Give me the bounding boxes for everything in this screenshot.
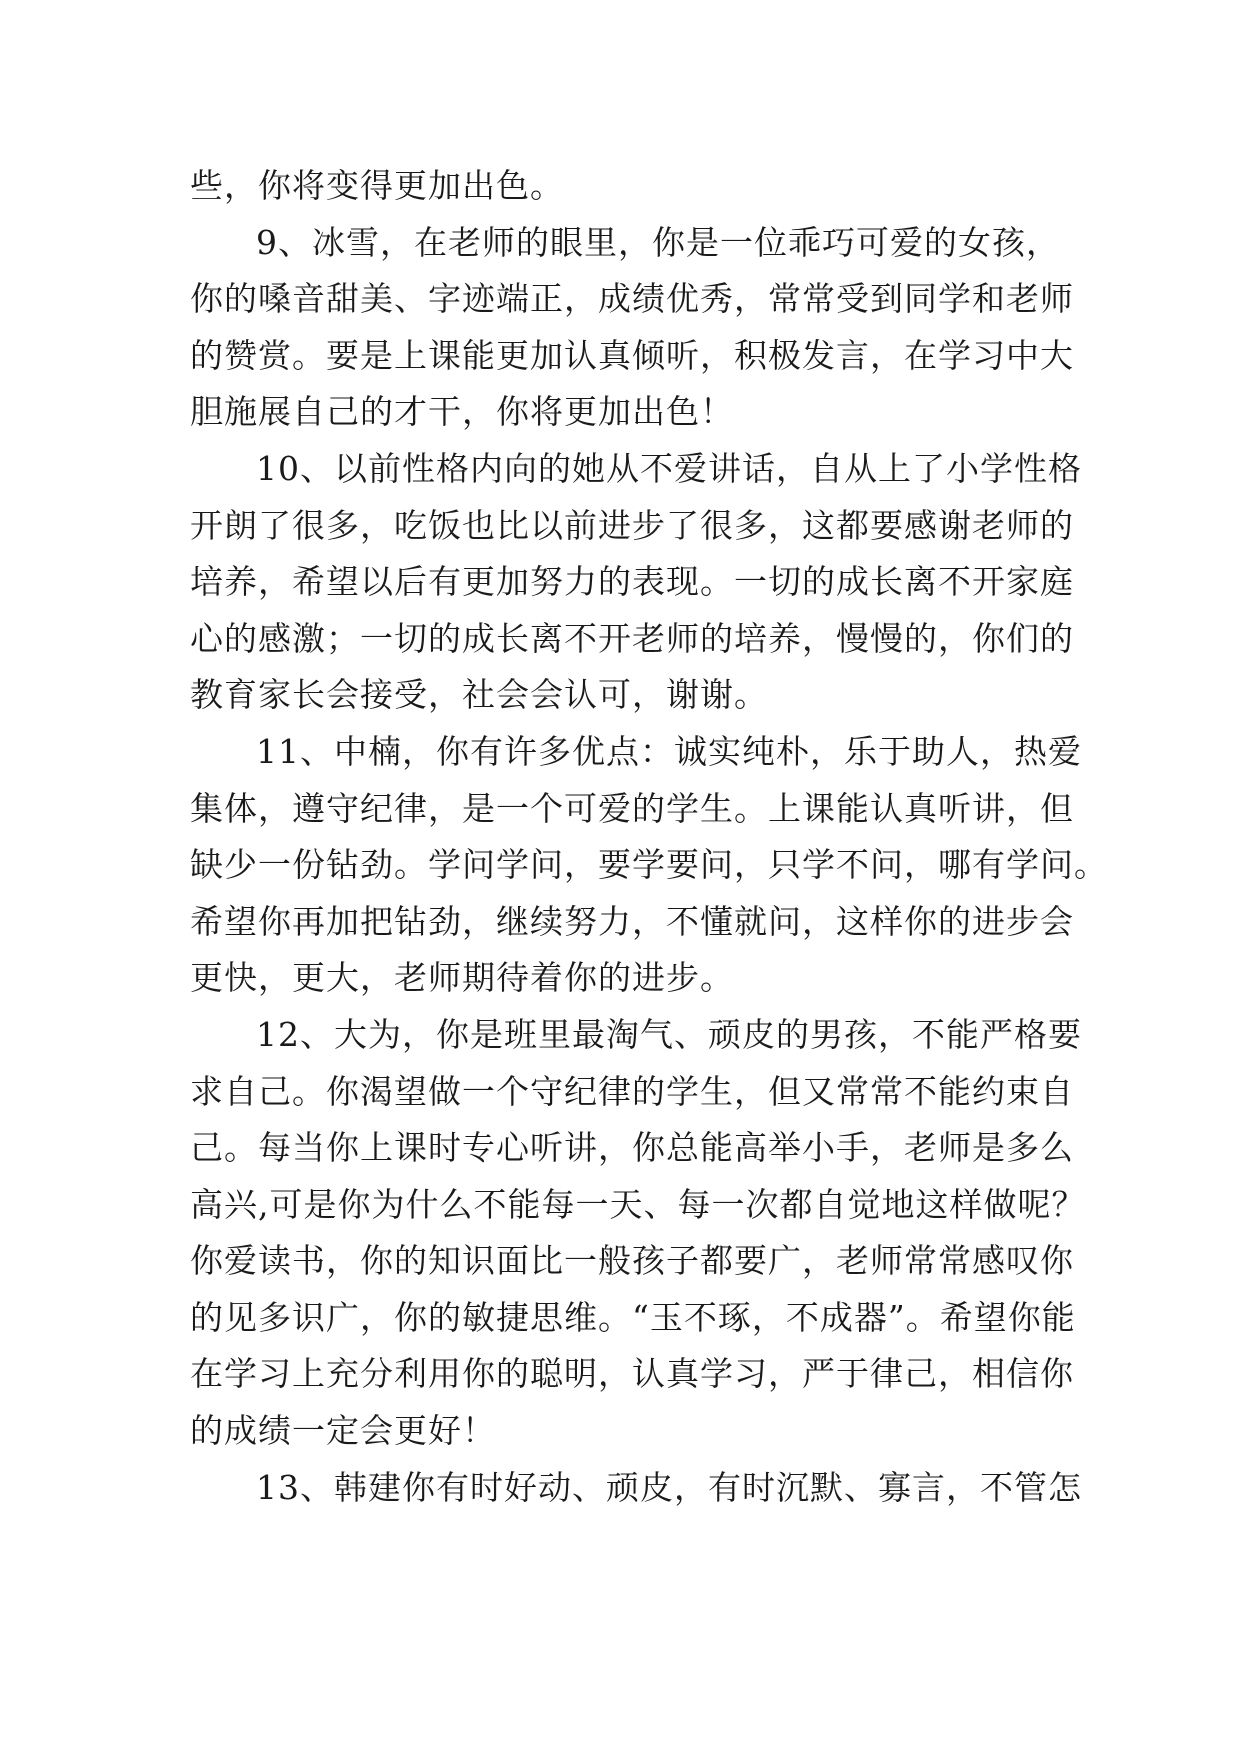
text-line: 你的嗓音甜美、字迹端正，成绩优秀，常常受到同学和老师 bbox=[190, 279, 1074, 319]
text-line: 培养，希望以后有更加努力的表现。一切的成长离不开家庭 bbox=[190, 562, 1074, 602]
text-line: 集体，遵守纪律，是一个可爱的学生。上课能认真听讲，但 bbox=[190, 788, 1074, 828]
text-line: 9、冰雪，在老师的眼里，你是一位乖巧可爱的女孩， bbox=[256, 222, 1060, 262]
text-line: 11、中楠，你有许多优点：诚实纯朴，乐于助人，热爱 bbox=[256, 731, 1082, 771]
text-line: 的成绩一定会更好！ bbox=[190, 1411, 496, 1451]
text-line: 心的感激；一切的成长离不开老师的培养，慢慢的，你们的 bbox=[190, 618, 1074, 658]
text-line: 希望你再加把钻劲，继续努力，不懂就问，这样你的进步会 bbox=[190, 901, 1074, 941]
text-line: 缺少一份钻劲。学问学问，要学要问，只学不问，哪有学问。 bbox=[190, 845, 1108, 885]
text-line: 胆施展自己的才干，你将更加出色！ bbox=[190, 392, 734, 432]
text-line: 13、韩建你有时好动、顽皮，有时沉默、寡言，不管怎 bbox=[256, 1467, 1082, 1507]
text-line: 的见多识广，你的敏捷思维。“玉不琢，不成器”。希望你能 bbox=[190, 1297, 1076, 1337]
text-line: 12、大为，你是班里最淘气、顽皮的男孩，不能严格要 bbox=[256, 1014, 1082, 1054]
text-line: 教育家长会接受，社会会认可，谢谢。 bbox=[190, 675, 768, 715]
text-line: 你爱读书，你的知识面比一般孩子都要广，老师常常感叹你 bbox=[190, 1241, 1074, 1281]
text-line: 高兴,可是你为什么不能每一天、每一次都自觉地这样做呢？ bbox=[190, 1184, 1086, 1224]
text-line: 些，你将变得更加出色。 bbox=[190, 166, 564, 205]
text-line: 10、以前性格内向的她从不爱讲话，自从上了小学性格 bbox=[256, 448, 1082, 488]
text-line: 己。每当你上课时专心听讲，你总能高举小手，老师是多么 bbox=[190, 1128, 1074, 1168]
text-line: 的赞赏。要是上课能更加认真倾听，积极发言，在学习中大 bbox=[190, 335, 1074, 375]
text-line: 求自己。你渴望做一个守纪律的学生，但又常常不能约束自 bbox=[190, 1071, 1074, 1111]
text-line: 更快，更大，老师期待着你的进步。 bbox=[190, 958, 734, 998]
text-line: 在学习上充分利用你的聪明，认真学习，严于律己，相信你 bbox=[190, 1354, 1074, 1394]
text-line: 开朗了很多，吃饭也比以前进步了很多，这都要感谢老师的 bbox=[190, 505, 1074, 545]
document-body bbox=[190, 158, 1108, 1516]
